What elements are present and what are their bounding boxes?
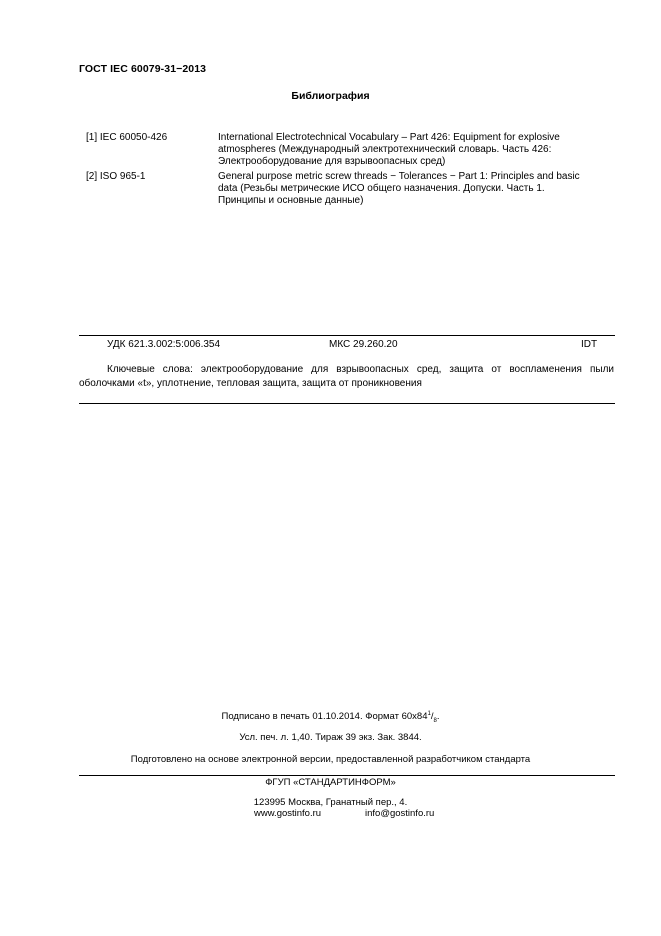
divider: [79, 403, 615, 404]
idt-label: IDT: [581, 339, 598, 350]
prepared-note: Подготовлено на основе электронной версии, предоставленной разработчиком стандарта: [130, 754, 531, 765]
reference-number: [1] IEC 60050-426: [86, 132, 168, 143]
signed-suffix: .: [436, 711, 440, 722]
signed-text: Подписано в печать 01.10.2014. Формат 60x84: [221, 711, 428, 722]
reference-number: [2] ISO 965-1: [86, 171, 146, 182]
reference-line: International Electrotechnical Vocabulary – Part 426: Equipment for explosive: [218, 132, 560, 143]
reference-line: data (Резьбы метрические ИСО общего назначения. Допуски. Часть 1.: [218, 183, 545, 194]
mks-code: МКС 29.260.20: [329, 339, 398, 350]
print-info: Усл. печ. л. 1,40. Тираж 39 экз. Зак. 3844.: [239, 732, 422, 743]
publisher-name: ФГУП «СТАНДАРТИНФОРМ»: [265, 777, 396, 788]
divider: [79, 335, 615, 336]
format-numerator: 1: [427, 710, 431, 717]
email-link[interactable]: info@gostinfo.ru: [365, 808, 435, 819]
reference-line: General purpose metric screw threads − Tolerances − Part 1: Principles and basic: [218, 171, 580, 182]
bibliography-title: Библиография: [291, 90, 370, 102]
reference-line: Электрооборудование для взрывоопасных сред): [218, 156, 446, 167]
udk-code: УДК 621.3.002:5:006.354: [107, 339, 221, 350]
signed-for-print: Подписано в печать 01.10.2014. Формат $60x84^1/_8$.: [221, 710, 440, 724]
keywords-paragraph: Ключевые слова: электрооборудование для взрывоопасных сред, защита от воспламенения пыли оболочками «t», уплотнение, тепловая защита, защита от проникновения: [79, 364, 614, 389]
publisher-address: 123995 Москва, Гранатный пер., 4.: [253, 797, 408, 808]
reference-text: [218, 171, 614, 207]
website-link[interactable]: www.gostinfo.ru: [254, 808, 322, 819]
reference-line: atmospheres (Международный электротехнический словарь. Часть 426:: [218, 144, 552, 155]
reference-line: Принципы и основные данные): [218, 195, 364, 206]
document-code: ГОСТ IEC 60079-31−2013: [79, 63, 207, 75]
format-denominator: 8: [433, 717, 437, 724]
reference-text: [218, 132, 614, 168]
divider: [79, 775, 615, 776]
